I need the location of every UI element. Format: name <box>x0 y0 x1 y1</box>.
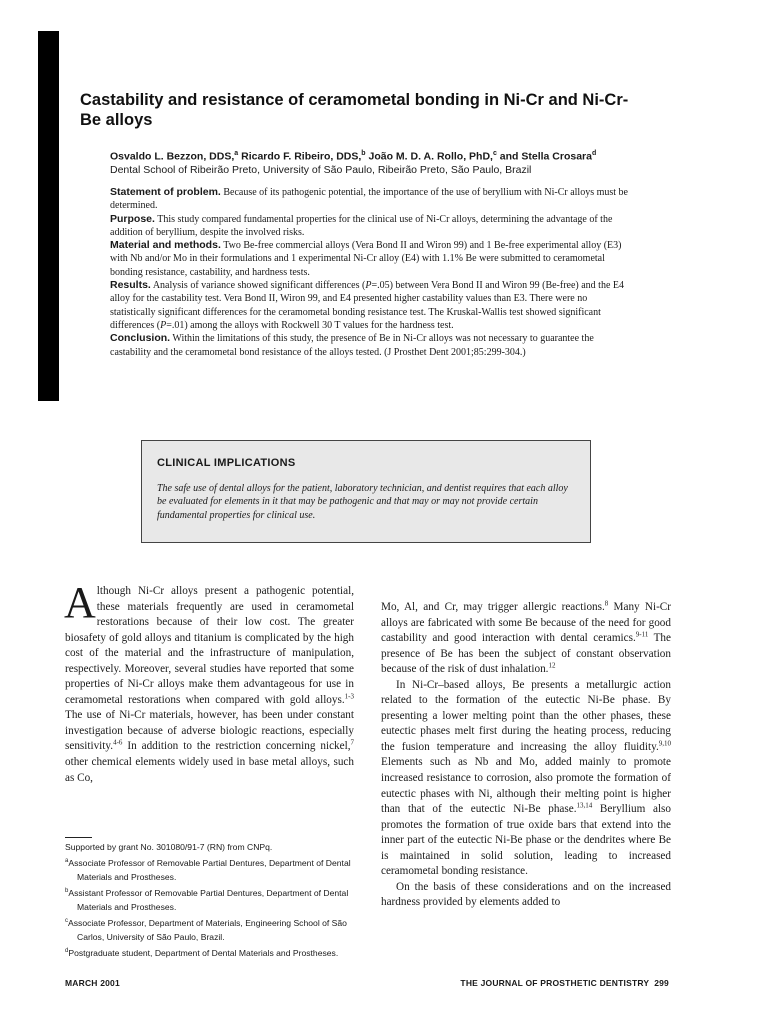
abstract-results <box>110 279 630 332</box>
clinical-implications-box <box>141 440 591 543</box>
body-paragraph-continued <box>381 600 671 678</box>
abstract-results-text-3: =.01) among the alloys with Rockwell 30 T values for the hardness test. <box>166 319 454 331</box>
body-paragraph-2 <box>381 678 671 880</box>
author-4-affil-mark: d <box>591 150 597 157</box>
footnote-b <box>65 884 355 914</box>
abstract-conclusion-text: Within the limitations of this study, the presence of Be in Ni-Cr alloys was not necessary to guarantee the castability and the ceramometal bond resistance of the alloys tested. (J Prosthet Dent 2001;85:299-304.) <box>110 333 594 358</box>
footnote-text: Postgraduate student, Department of Dental Materials and Prostheses. <box>68 947 339 958</box>
abstract-purpose <box>110 213 630 240</box>
abstract-results-text-1: Analysis of variance showed significant differences ( <box>152 280 366 292</box>
abstract-conclusion <box>110 332 630 359</box>
footnote-text: Associate Professor, Department of Materials, Engineering School of São Carlos, University of São Paulo, Brazil. <box>68 917 347 942</box>
footnote-c <box>65 914 355 944</box>
abstract <box>110 186 630 359</box>
abstract-problem-head: Statement of problem. <box>110 186 221 198</box>
footnote-grant: Supported by grant No. 301080/91-7 (RN) from CNPq. <box>65 842 273 852</box>
footnote-mark: a <box>65 858 69 864</box>
body-text: In Ni-Cr–based alloys, Be presents a metallurgic action related to the formation of the eutectic Ni-Be phase. By presenting a lower melting point than the other phases, these eutectic phases melt first during the heating process, reducing the fusion temperature and increasing the alloy fluidity. <box>381 678 671 753</box>
abstract-methods-head: Material and methods. <box>110 239 221 252</box>
abstract-methods <box>110 239 630 279</box>
footnote-divider <box>65 837 92 838</box>
margin-black-bar <box>38 31 59 401</box>
abstract-problem-text: Because of its pathogenic potential, the importance of the use of beryllium with Ni-Cr alloys must be determined. <box>110 187 628 212</box>
abstract-results-text-2: =.05) between Vera Bond II and Wiron 99 (Be-free) and the E4 alloy for the castability test. Vera Bond II, Wiron 99, and E4 presented higher castability values than E3. There were no statistically significant differences for the ceramometal bonding resistance test. The Kruskal-Wallis test showed significant differences ( <box>110 280 625 331</box>
citation-ref: 4-6 <box>113 738 123 747</box>
body-text: other chemical elements widely used in base metal alloys, such as Co, <box>65 756 354 784</box>
body-text: Many Ni-Cr alloys are fabricated with some Be because of the need for good castability and good interaction with dental ceramics. <box>381 601 671 645</box>
citation-ref: 12 <box>548 661 556 670</box>
abstract-conclusion-head: Conclusion. <box>110 332 171 345</box>
article-title: Castability and resistance of ceramometal bonding in Ni-Cr and Ni-Cr-Be alloys <box>80 91 629 129</box>
clinical-implications-title: CLINICAL IMPLICATIONS <box>157 457 296 469</box>
body-text: Beryllium also promotes the formation of true oxide bars that extend into the inner part of the eutectic Ni-Be phase or the dendrites where Be is maintained in solid solution, leading to increased ceramometal bonding resistance. <box>381 803 671 878</box>
footnote-text: Associate Professor of Removable Partial Dentures, Department of Dental Materials and Prostheses. <box>68 857 351 882</box>
abstract-purpose-head: Purpose. <box>110 212 155 225</box>
body-text: On the basis of these considerations and on the increased hardness provided by elements added to <box>381 880 671 909</box>
footnote-mark: b <box>65 887 69 894</box>
abstract-methods-text: Two Be-free commercial alloys (Vera Bond II and Wiron 99) and 1 Be-free experimental alloy (E3) with Nb and/or Mo in their formulations and 1 experimental Ni-Cr alloy (E4) with 1.1% Be were submitted to ceramometal bonding resistance, castability, and hardness tests. <box>110 240 622 278</box>
footnote-d <box>65 944 355 960</box>
citation-ref: 9-11 <box>635 630 649 639</box>
author-2: Ricardo F. Ribeiro, DDS, <box>241 150 362 163</box>
body-paragraph-3 <box>381 880 671 911</box>
author-1: Osvaldo L. Bezzon, DDS, <box>110 150 235 163</box>
footer-date: MARCH 2001 <box>65 978 120 988</box>
body-text: Elements such as Nb and Mo, added mainly to promote increased resistance to corrosion, also promote the formation of eutectic phases with Ni, although their melting point is higher than that of the eutectic Ni-Be phase. <box>381 756 671 816</box>
body-text: The use of Ni-Cr materials, however, has been under constant investigation because of adverse biologic reactions, especially sensitivity. <box>65 709 354 753</box>
footnote-mark: c <box>65 917 68 924</box>
abstract-results-p-symbol-2: P <box>160 319 167 331</box>
author-list <box>110 147 710 164</box>
footnote-mark: d <box>65 947 69 954</box>
abstract-purpose-text: This study compared fundamental properties for the clinical use of Ni-Cr alloys, determining the advantage of the addition of beryllium, despite the involved risks. <box>110 213 613 238</box>
body-column-left <box>64 578 354 786</box>
author-1-affil-mark: a <box>234 150 239 157</box>
author-3: João M. D. A. Rollo, PhD, <box>368 150 493 163</box>
clinical-implications-text: The safe use of dental alloys for the patient, laboratory technician, and dentist requires that each alloy be evaluated for elements in it that may be pathogenic and that may or may not provide certain fundamental properties for clinical use. <box>157 483 568 521</box>
abstract-results-p-symbol-1: P <box>365 280 372 292</box>
footnote-text: Assistant Professor of Removable Partial Dentures, Department of Dental Materials and Prostheses. <box>68 887 349 912</box>
footnote-a <box>65 854 355 884</box>
abstract-problem <box>110 186 630 213</box>
author-4: and Stella Crosara <box>499 150 592 163</box>
author-3-affil-mark: c <box>492 150 497 157</box>
body-text: Mo, Al, and Cr, may trigger allergic reactions. <box>381 601 605 613</box>
citation-ref: 8 <box>604 599 609 608</box>
citation-ref: 13,14 <box>576 801 593 810</box>
body-text: The presence of Be has been the subject of constant observation because of the risk of dust inhalation. <box>381 632 671 676</box>
body-paragraph-1 <box>64 578 354 786</box>
drop-cap: A <box>64 578 96 627</box>
body-text: lthough Ni-Cr alloys present a pathogenic potential, these materials frequently are used in ceramometal restorations because of their low cost. The greater biosafety of gold alloys and titanium is complicated by the high cost of the material and the infrastructure of manipulation, respectively. Moreover, several studies have reported that some properties of Ni-Cr alloys make them advantageous for use in ceramometal restorations when compared with gold alloys. <box>65 585 354 706</box>
footnotes <box>65 840 355 959</box>
abstract-results-head: Results. <box>110 279 151 292</box>
institution-affiliation: Dental School of Ribeirão Preto, University of São Paulo, Ribeirão Preto, São Paulo, Brazil <box>110 164 532 176</box>
citation-ref: 7 <box>350 738 354 747</box>
citation-ref: 1-3 <box>344 692 354 701</box>
author-2-affil-mark: b <box>361 150 366 157</box>
body-column-right <box>381 600 671 911</box>
body-text: In addition to the restriction concerning nickel, <box>122 740 351 753</box>
citation-ref: 9,10 <box>658 739 671 748</box>
footer-journal-page: THE JOURNAL OF PROSTHETIC DENTISTRY 299 <box>460 978 669 988</box>
